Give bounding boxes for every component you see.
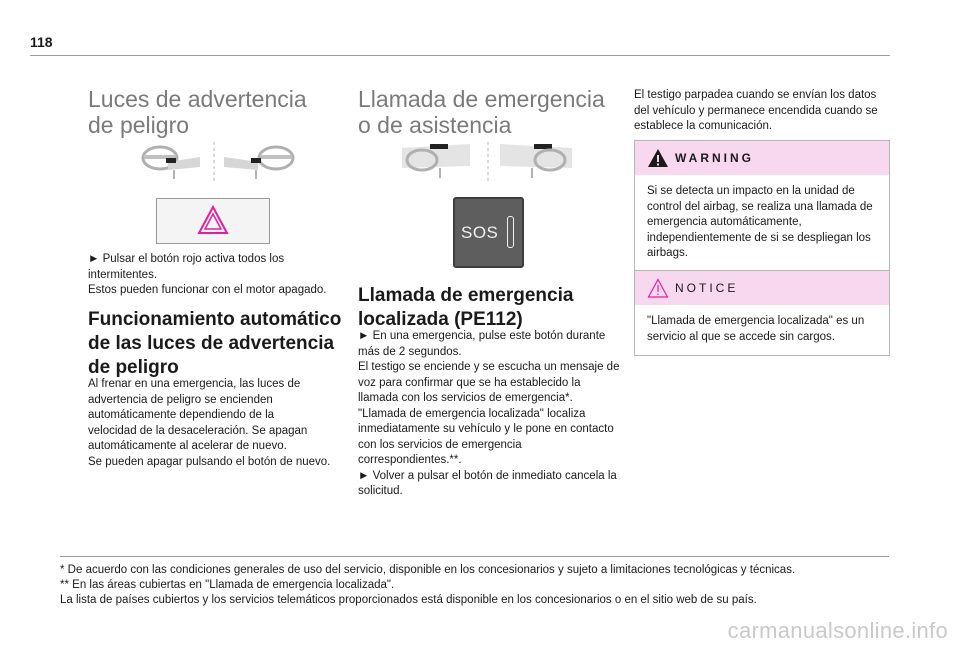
hazard-button-image (156, 198, 270, 244)
steering-wheel-lhd-rhd-icon (138, 140, 298, 184)
page-number: 118 (30, 34, 53, 50)
steering-wheel-diagrams (138, 140, 298, 184)
top-divider (30, 55, 890, 56)
hazard-bullet-text: ► Pulsar el botón rojo activa todos los intermitentes. (88, 253, 285, 281)
warning-header (635, 141, 889, 175)
localized-emergency-subtitle: Llamada de emergencia localizada (PE112) (358, 285, 574, 330)
warning-box (634, 140, 890, 273)
emergency-paragraph-2: "Llamada de emergencia localizada" localiza inmediatamente su vehículo y le pone en contacto con los servicios de emergencia correspondientes.**. (358, 407, 614, 466)
footnote-1: * De acuerdo con las condiciones generales de uso del servicio, disponible en los concesionarios y sujeto a limitaciones tecnológicas y técnicas. (60, 564, 796, 576)
sos-button-image (453, 197, 524, 268)
warning-title: WARNING (675, 151, 754, 165)
automatic-hazard-subtitle: Funcionamiento automático de las luces de advertencia de peligro (88, 309, 342, 378)
notice-header (635, 271, 889, 305)
emergency-call-title: Llamada de emergencia o de asistencia (358, 86, 605, 138)
automatic-hazard-paragraph-2: Se pueden apagar pulsando el botón de nuevo. (88, 456, 331, 468)
warning-triangle-icon (647, 148, 669, 168)
emergency-bullet-2: ► Volver a pulsar el botón de inmediato cancela la solicitud. (358, 469, 617, 497)
notice-text: "Llamada de emergencia localizada" es un servicio al que se accede sin cargos. (647, 315, 865, 343)
hazard-lights-title: Luces de advertencia de peligro (88, 86, 307, 138)
footnotes (60, 563, 890, 608)
notice-title: NOTICE (675, 281, 739, 295)
emergency-bullet-1: ► En una emergencia, pulse este botón durante más de 2 segundos. (358, 330, 606, 358)
sos-led-icon (507, 216, 514, 248)
localized-emergency-body (358, 329, 620, 500)
watermark: carmanualsonline.info (727, 618, 948, 643)
automatic-hazard-paragraph: Al frenar en una emergencia, las luces de advertencia de peligro se encienden automáticamente dependiendo de la velocidad de la desaceleración. Se apagan automáticamente al acelerar de nuevo. (88, 378, 308, 452)
steering-wheel-sos-icon (400, 140, 580, 184)
footnote-divider (60, 556, 889, 557)
notice-triangle-icon (647, 278, 669, 298)
notice-box (634, 270, 890, 356)
led-intro-text: El testigo parpadea cuando se envían los datos del vehículo y permanece encendida cuando se establece la comunicación. (634, 89, 878, 132)
steering-wheel-sos-diagrams (400, 140, 580, 184)
sos-label: SOS (461, 223, 499, 242)
hazard-note-text: Estos pueden funcionar con el motor apagado. (88, 284, 327, 296)
emergency-paragraph-1: El testigo se enciende y se escucha un mensaje de voz para confirmar que se ha establecido la llamada con los servicios de emergencia*. (358, 361, 620, 404)
warning-text: Si se detecta un impacto en la unidad de control del airbag, se realiza una llamada de emergencia automáticamente, independientemente de si se despliegan los airbags. (647, 185, 873, 259)
footnote-2: ** En las áreas cubiertas en "Llamada de emergencia localizada". (60, 579, 395, 591)
hazard-triangle-icon (157, 199, 269, 243)
footnote-3: La lista de países cubiertos y los servicios telemáticos proporcionados está disponible en los concesionarios o en el sitio web de su país. (60, 594, 757, 606)
